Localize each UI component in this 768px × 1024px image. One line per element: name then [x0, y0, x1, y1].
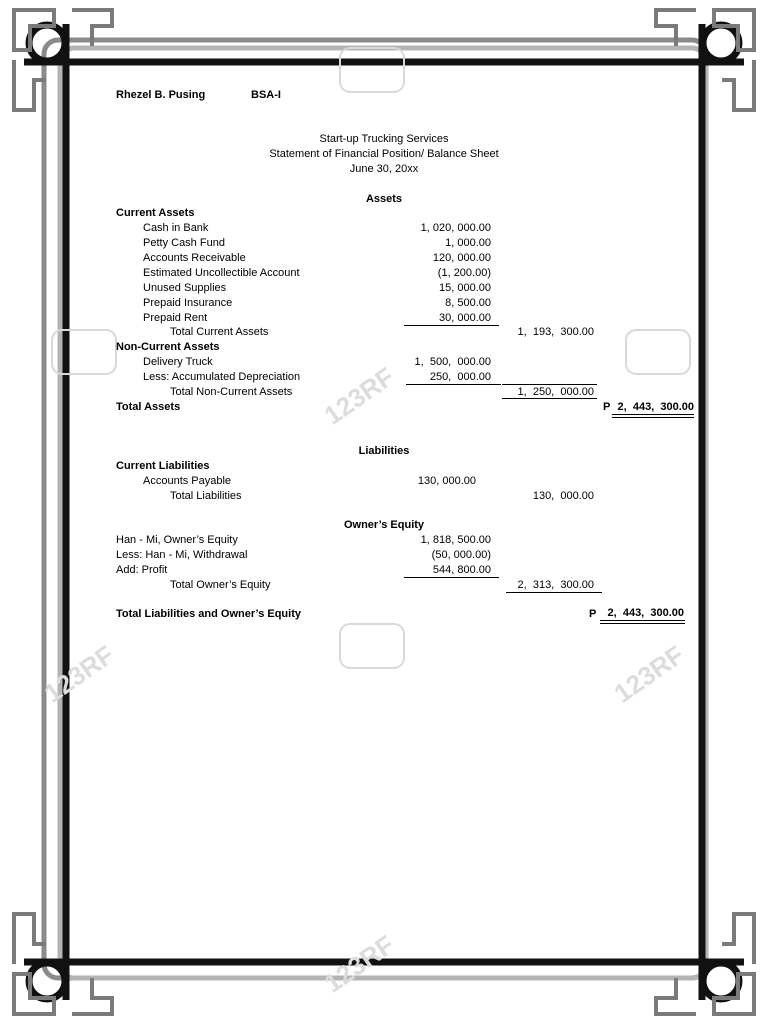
- line-item-label: Accounts Payable: [143, 475, 232, 487]
- line-item-label: Add: Profit: [116, 564, 168, 576]
- line-item-amount: (1, 200.00): [437, 267, 491, 279]
- watermark-text: 123RF: [608, 639, 690, 709]
- current-assets-heading: Current Assets: [116, 207, 195, 219]
- student-name: Rhezel B. Pusing: [116, 89, 206, 101]
- grand-total-prefix: P: [589, 608, 597, 620]
- line-item-amount: 1, 500, 000.00: [414, 356, 491, 368]
- line-item-label: Prepaid Rent: [143, 312, 208, 324]
- watermark-text: 123RF: [38, 639, 120, 709]
- subtotal-rule: [506, 592, 602, 593]
- total-owners-equity-amount: 2, 313, 300.00: [517, 579, 594, 591]
- line-item-amount: 30, 000.00: [439, 312, 491, 324]
- double-underline: [612, 414, 694, 415]
- line-item-label: Estimated Uncollectible Account: [143, 267, 300, 279]
- statement-title: Statement of Financial Position/ Balance Sheet: [269, 148, 499, 160]
- owners-equity-heading: Owner’s Equity: [343, 519, 425, 531]
- line-item-amount: 544, 800.00: [432, 564, 491, 576]
- line-item-amount: 130, 000.00: [417, 475, 476, 487]
- subtotal-rule: [404, 577, 499, 578]
- total-noncurrent-assets-amount: 1, 250, 000.00: [517, 386, 594, 398]
- line-item-amount: 1, 000.00: [445, 237, 491, 249]
- line-item-label: Less: Han - Mi, Withdrawal: [116, 549, 248, 561]
- line-item-label: Unused Supplies: [143, 282, 227, 294]
- line-item-label: Petty Cash Fund: [143, 237, 225, 249]
- line-item-amount: 1, 020, 000.00: [420, 222, 491, 234]
- line-item-label: Accounts Receivable: [143, 252, 246, 264]
- total-current-assets-amount: 1, 193, 300.00: [517, 326, 594, 338]
- total-assets-amount: 2, 443, 300.00: [617, 401, 694, 413]
- double-underline: [612, 417, 694, 418]
- watermark-text: 123RF: [318, 929, 400, 999]
- total-assets-label: Total Assets: [116, 401, 181, 413]
- subtotal-rule: [502, 398, 597, 399]
- line-item-amount: (50, 000.00): [431, 549, 491, 561]
- line-item-amount: 120, 000.00: [432, 252, 491, 264]
- noncurrent-assets-heading: Non-Current Assets: [116, 341, 220, 353]
- line-item-label: Delivery Truck: [143, 356, 213, 368]
- line-item-amount: 250, 000.00: [429, 371, 491, 383]
- line-item-label: Cash in Bank: [143, 222, 209, 234]
- total-liabilities-label: Total Liabilities: [170, 490, 242, 502]
- total-owners-equity-label: Total Owner’s Equity: [170, 579, 271, 591]
- grand-total-label: Total Liabilities and Owner’s Equity: [116, 608, 301, 620]
- line-item-label: Prepaid Insurance: [143, 297, 233, 309]
- section-code: BSA-I: [251, 89, 281, 101]
- company-name: Start-up Trucking Services: [319, 133, 449, 145]
- line-item-label: Less: Accumulated Depreciation: [143, 371, 301, 383]
- total-liabilities-amount: 130, 000.00: [532, 490, 594, 502]
- double-underline: [600, 620, 685, 621]
- total-assets-prefix: P: [603, 401, 611, 413]
- assets-heading: Assets: [365, 193, 403, 205]
- statement-date: June 30, 20xx: [349, 163, 419, 175]
- line-item-amount: 1, 818, 500.00: [420, 534, 491, 546]
- liabilities-heading: Liabilities: [358, 445, 410, 457]
- subtotal-rule: [404, 325, 499, 326]
- watermark-text: 123RF: [318, 361, 400, 431]
- line-item-amount: 8, 500.00: [445, 297, 491, 309]
- double-underline: [600, 623, 685, 624]
- line-item-label: Han - Mi, Owner’s Equity: [116, 534, 238, 546]
- total-noncurrent-assets-label: Total Non-Current Assets: [170, 386, 293, 398]
- subtotal-rule: [502, 384, 597, 385]
- total-current-assets-label: Total Current Assets: [170, 326, 269, 338]
- current-liabilities-heading: Current Liabilities: [116, 460, 210, 472]
- subtotal-rule: [406, 384, 501, 385]
- grand-total-amount: 2, 443, 300.00: [607, 607, 684, 619]
- line-item-amount: 15, 000.00: [439, 282, 491, 294]
